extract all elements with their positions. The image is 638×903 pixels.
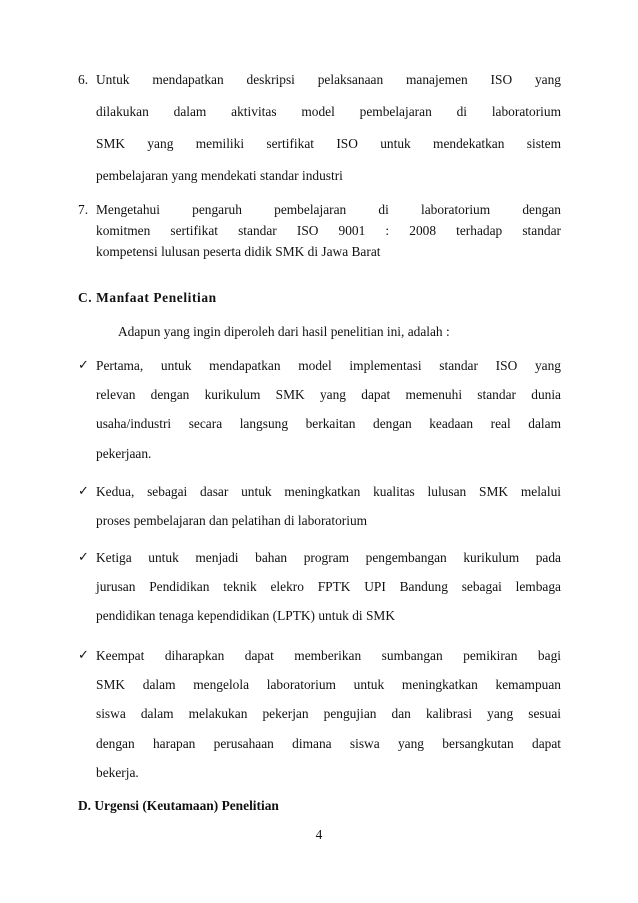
paragraph-line: Untuk mendapatkan deskripsi pelaksanaan manajemen ISO yang <box>96 72 561 87</box>
paragraph-line: siswa dalam melakukan pekerjan pengujian dan kalibrasi yang sesuai <box>96 706 561 721</box>
check-icon: ✓ <box>78 484 89 499</box>
paragraph-line: SMK yang memiliki sertifikat ISO untuk mendekatkan sistem <box>96 136 561 151</box>
section-heading: D. Urgensi (Keutamaan) Penelitian <box>78 798 279 813</box>
paragraph-line: Pertama, untuk mendapatkan model implementasi standar ISO yang <box>96 358 561 373</box>
paragraph-line: jurusan Pendidikan teknik elekro FPTK UPI Bandung sebagai lembaga <box>96 579 561 594</box>
paragraph-line: kompetensi lulusan peserta didik SMK di Jawa Barat <box>96 244 381 259</box>
paragraph-line: relevan dengan kurikulum SMK yang dapat memenuhi standar dunia <box>96 387 561 402</box>
list-number: 7. <box>78 202 89 217</box>
check-icon: ✓ <box>78 648 89 663</box>
paragraph-line: SMK dalam mengelola laboratorium untuk meningkatkan kemampuan <box>96 677 561 692</box>
paragraph-line: Ketiga untuk menjadi bahan program pengembangan kurikulum pada <box>96 550 561 565</box>
paragraph-line: pembelajaran yang mendekati standar industri <box>96 168 343 183</box>
paragraph-line: dengan harapan perusahaan dimana siswa yang bersangkutan dapat <box>96 736 561 751</box>
section-heading: C. Manfaat Penelitian <box>78 290 217 305</box>
section-intro: Adapun yang ingin diperoleh dari hasil penelitian ini, adalah : <box>118 324 450 339</box>
list-number: 6. <box>78 72 89 87</box>
paragraph-line: Kedua, sebagai dasar untuk meningkatkan kualitas lulusan SMK melalui <box>96 484 561 499</box>
check-icon: ✓ <box>78 358 89 373</box>
page-number: 4 <box>315 827 323 842</box>
paragraph-line: pekerjaan. <box>96 446 152 461</box>
paragraph-line: usaha/industri secara langsung berkaitan dengan keadaan real dalam <box>96 416 561 431</box>
paragraph-line: proses pembelajaran dan pelatihan di laboratorium <box>96 513 368 528</box>
paragraph-line: komitmen sertifikat standar ISO 9001 : 2008 terhadap standar <box>96 223 561 238</box>
paragraph-line: pendidikan tenaga kependidikan (LPTK) untuk di SMK <box>96 608 396 623</box>
check-icon: ✓ <box>78 550 89 565</box>
paragraph-line: dilakukan dalam aktivitas model pembelajaran di laboratorium <box>96 104 561 119</box>
paragraph-line: Mengetahui pengaruh pembelajaran di laboratorium dengan <box>96 202 561 217</box>
paragraph-line: Keempat diharapkan dapat memberikan sumbangan pemikiran bagi <box>96 648 561 663</box>
paragraph-line: bekerja. <box>96 765 139 780</box>
